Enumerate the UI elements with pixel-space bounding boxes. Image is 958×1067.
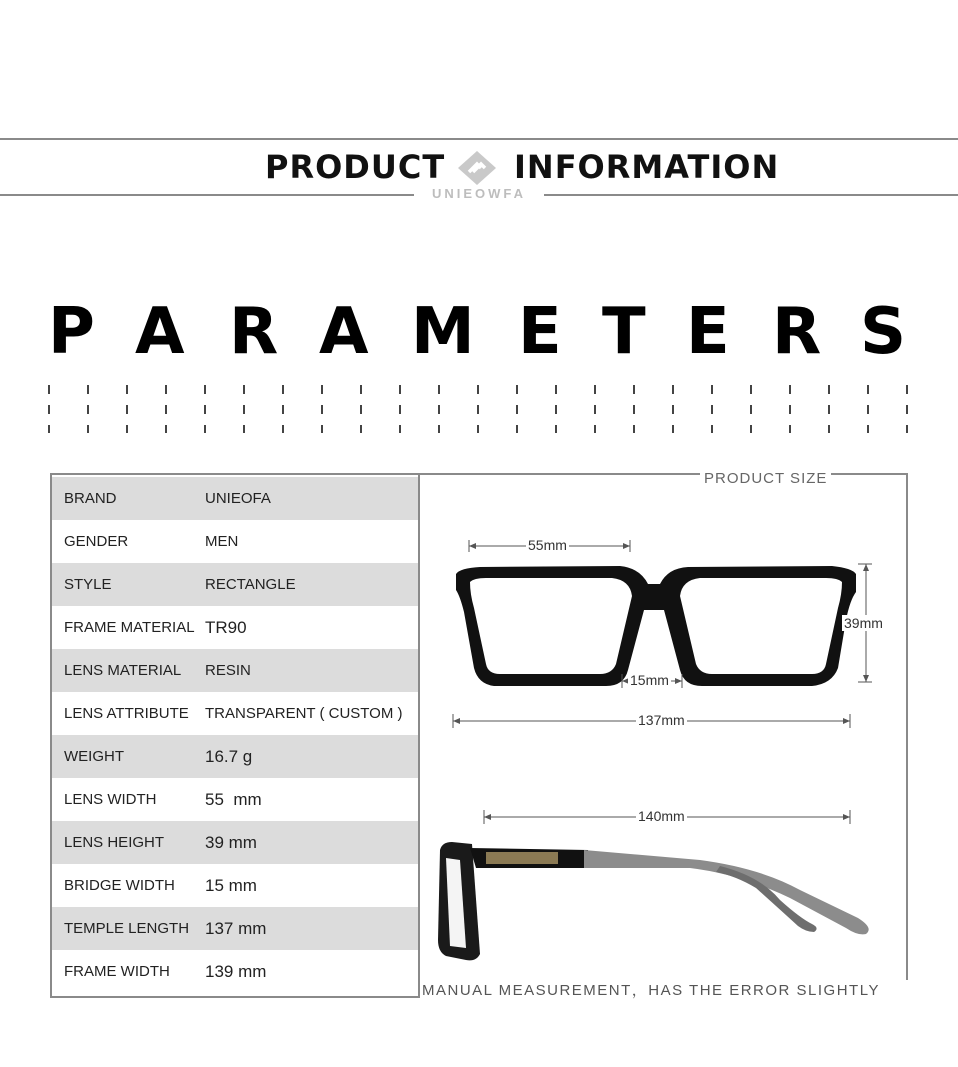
spec-value: 39 mm (205, 833, 257, 852)
spec-value: 139 mm (205, 962, 267, 981)
spec-label: LENS MATERIAL (64, 662, 182, 679)
spec-label: TEMPLE LENGTH (64, 920, 190, 937)
lens-height-dimension: 39mm (844, 615, 883, 631)
lens-width-dimension: 55mm (528, 537, 567, 553)
bridge-dimension: 15mm (630, 672, 669, 688)
parameters-letter: M (411, 295, 475, 369)
spec-value: TR90 (205, 618, 247, 637)
parameters-letter: S (860, 295, 907, 369)
parameters-letter: E (518, 295, 562, 369)
spec-label: WEIGHT (64, 748, 124, 765)
spec-value: 137 mm (205, 919, 267, 938)
spec-label: LENS HEIGHT (64, 834, 165, 851)
header-title-right: INFORMATION (514, 148, 780, 186)
parameters-letter: A (135, 295, 185, 369)
product-size-label: PRODUCT SIZE (700, 470, 831, 487)
frame-width-dimension: 137mm (638, 712, 685, 728)
spec-value: RESIN (205, 662, 251, 679)
spec-value: RECTANGLE (205, 576, 296, 593)
spec-value: 15 mm (205, 876, 257, 895)
spec-value: TRANSPARENT ( CUSTOM ) (205, 705, 403, 722)
brand-watermark: UNIEOWFA (414, 186, 544, 201)
parameters-letter: A (319, 295, 369, 369)
parameters-letter: P (48, 295, 95, 369)
spec-value: 16.7 g (205, 747, 253, 766)
spec-label: BRAND (64, 490, 117, 507)
parameters-letter: R (229, 295, 279, 369)
parameters-letter: T (602, 295, 646, 369)
spec-value: 55 mm (205, 790, 262, 809)
spec-value: UNIEOFA (205, 490, 271, 507)
spec-label: FRAME MATERIAL (64, 619, 195, 636)
spec-value: MEN (205, 533, 239, 550)
spec-label: STYLE (64, 576, 112, 593)
spec-label: BRIDGE WIDTH (64, 877, 175, 894)
parameters-letter: R (772, 295, 822, 369)
front-view-glasses (456, 566, 856, 686)
parameters-letter: E (686, 295, 730, 369)
temple-length-dimension: 140mm (638, 808, 685, 824)
header-title-left: PRODUCT (265, 148, 446, 186)
measurement-note: MANUAL MEASUREMENT，HAS THE ERROR SLIGHTLY (422, 982, 880, 999)
spec-label: GENDER (64, 533, 129, 550)
spec-label: LENS ATTRIBUTE (64, 705, 189, 722)
side-view-glasses (438, 842, 869, 960)
spec-label: FRAME WIDTH (64, 963, 170, 980)
spec-label: LENS WIDTH (64, 791, 157, 808)
